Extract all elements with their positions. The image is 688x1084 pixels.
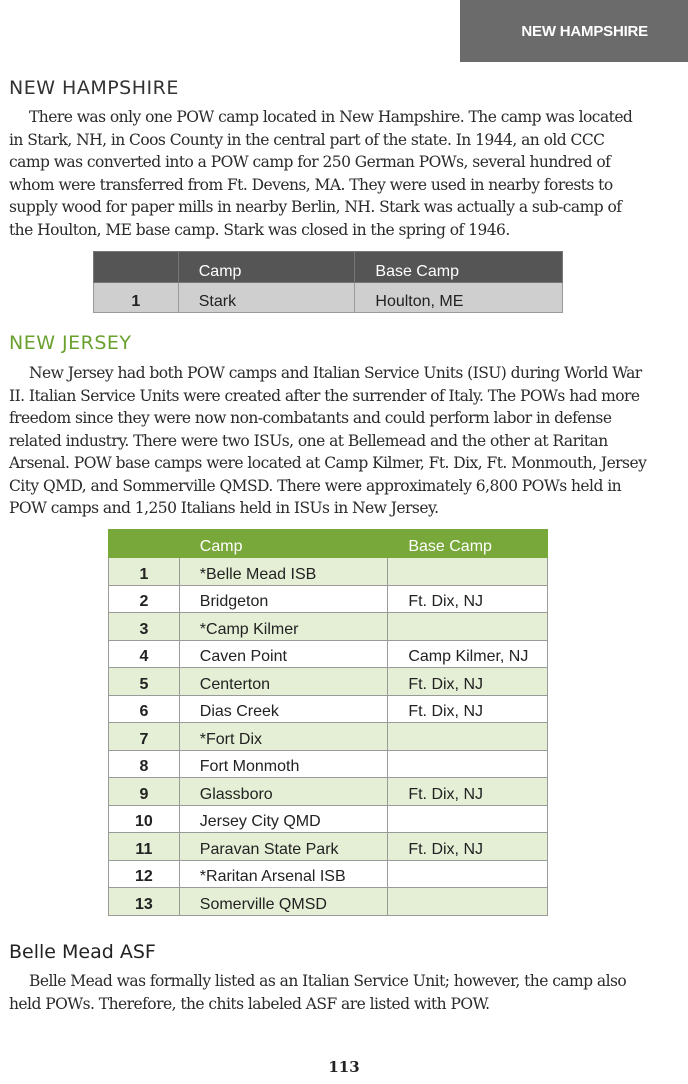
cell-camp: *Raritan Arsenal ISB (179, 860, 388, 888)
table-row (109, 585, 548, 613)
cell-base-camp: Ft. Dix, NJ (388, 778, 548, 806)
heading-belle-mead: Belle Mead ASF (9, 941, 156, 963)
section-tab: NEW HAMPSHIRE (460, 0, 688, 62)
cell-base-camp: Ft. Dix, NJ (388, 833, 548, 861)
table-row (109, 668, 548, 696)
cell-num: 1 (109, 558, 180, 586)
cell-camp: Bridgeton (179, 585, 388, 613)
paragraph-belle-mead: Belle Mead was formally listed as an Italian Service Unit; however, the camp also held POWs. Therefore, the chits labeled ASF are listed with POW. (9, 972, 627, 1013)
cell-base-camp (388, 723, 548, 751)
cell-camp: Jersey City QMD (179, 805, 388, 833)
cell-base-camp: Ft. Dix, NJ (388, 585, 548, 613)
table-row (109, 860, 548, 888)
cell-camp: *Fort Dix (179, 723, 388, 751)
cell-camp: Somerville QMSD (179, 888, 388, 916)
paragraph-new-jersey: New Jersey had both POW camps and Italian Service Units (ISU) during World War II. Italian Service Units were created after the surrender of Italy. The POWs had more freedom since they were now non-combatants and could perform labor in defense related industry. There were two ISUs, one at Bellemead and the other at Raritan Arsenal. POW base camps were located at Camp Kilmer, Ft. Dix, Ft. Monmouth, Jersey City QMD, and Sommerville QMSD. There were approximately 6,800 POWs held in POW camps and 1,250 Italians held in ISUs in New Jersey. (9, 364, 647, 517)
cell-num: 5 (109, 668, 180, 696)
cell-num: 6 (109, 695, 180, 723)
table-row (109, 723, 548, 751)
cell-base-camp: Camp Kilmer, NJ (388, 640, 548, 668)
cell-camp: Paravan State Park (179, 833, 388, 861)
table-row (109, 695, 548, 723)
cell-num: 13 (109, 888, 180, 916)
cell-camp: *Camp Kilmer (179, 613, 388, 641)
table-row (109, 888, 548, 916)
new-jersey-table (108, 529, 548, 916)
table-header-row (109, 530, 548, 558)
header-num (94, 252, 179, 283)
cell-camp: *Belle Mead ISB (179, 558, 388, 586)
cell-base-camp (388, 805, 548, 833)
cell-base-camp (388, 613, 548, 641)
table-row (109, 750, 548, 778)
cell-camp: Fort Monmoth (179, 750, 388, 778)
cell-camp: Glassboro (179, 778, 388, 806)
cell-base-camp: Houlton, ME (355, 283, 563, 313)
table-row (109, 805, 548, 833)
header-base-camp: Base Camp (388, 530, 548, 558)
cell-base-camp: Ft. Dix, NJ (388, 695, 548, 723)
header-base-camp: Base Camp (355, 252, 563, 283)
cell-base-camp (388, 860, 548, 888)
cell-num: 12 (109, 860, 180, 888)
header-camp: Camp (178, 252, 355, 283)
table-row (109, 640, 548, 668)
header-camp: Camp (179, 530, 388, 558)
cell-num: 8 (109, 750, 180, 778)
new-hampshire-table (93, 251, 563, 313)
cell-num: 2 (109, 585, 180, 613)
cell-num: 1 (94, 283, 179, 313)
header-num (109, 530, 180, 558)
table-header-row (94, 252, 563, 283)
table-row (109, 558, 548, 586)
cell-camp: Stark (178, 283, 355, 313)
cell-base-camp (388, 888, 548, 916)
cell-num: 3 (109, 613, 180, 641)
table-row (109, 778, 548, 806)
cell-num: 9 (109, 778, 180, 806)
page-number: 113 (328, 1058, 360, 1076)
table-row (109, 613, 548, 641)
table-row (109, 833, 548, 861)
table-row (94, 283, 563, 313)
heading-new-jersey: NEW JERSEY (9, 332, 132, 354)
cell-camp: Dias Creek (179, 695, 388, 723)
cell-base-camp (388, 750, 548, 778)
cell-num: 4 (109, 640, 180, 668)
cell-base-camp: Ft. Dix, NJ (388, 668, 548, 696)
cell-num: 10 (109, 805, 180, 833)
cell-num: 7 (109, 723, 180, 751)
cell-camp: Centerton (179, 668, 388, 696)
cell-base-camp (388, 558, 548, 586)
paragraph-new-hampshire: There was only one POW camp located in New Hampshire. The camp was located in Stark, NH, in Coos County in the central part of the state. In 1944, an old CCC camp was converted into a POW camp for 250 German POWs, several hundred of whom were transferred from Ft. Devens, MA. They were used in nearby forests to supply wood for paper mills in nearby Berlin, NH. Stark was actually a sub-camp of the Houlton, ME base camp. Stark was closed in the spring of 1946. (9, 108, 633, 239)
heading-new-hampshire: NEW HAMPSHIRE (9, 77, 179, 99)
cell-camp: Caven Point (179, 640, 388, 668)
cell-num: 11 (109, 833, 180, 861)
